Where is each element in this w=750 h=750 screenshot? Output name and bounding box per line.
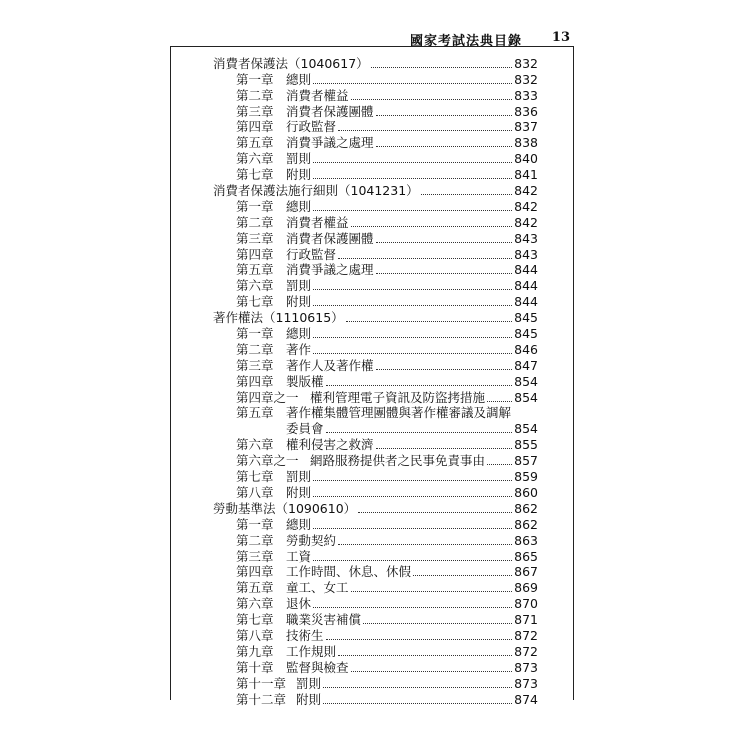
page-ref: 860 (514, 484, 538, 500)
toc-chapter-entry (213, 452, 538, 468)
page-ref: 844 (514, 278, 538, 294)
toc-chapter-entry (213, 277, 538, 293)
chapter-title: 製版權 (286, 373, 324, 389)
law-title: 著作權法（1110615） (213, 310, 344, 326)
chapter-number: 第一章 (236, 516, 274, 532)
chapter-title: 罰則 (286, 278, 312, 294)
chapter-title: 總則 (286, 326, 312, 342)
chapter-title: 工作時間、休息、休假 (286, 564, 412, 580)
page-ref: 869 (514, 580, 538, 596)
dot-leader (313, 480, 512, 481)
page-ref: 842 (514, 214, 538, 230)
dot-leader (351, 671, 513, 672)
chapter-title: 著作 (286, 341, 312, 357)
toc-chapter-entry (213, 468, 538, 484)
page-header (170, 28, 574, 48)
chapter-number: 第三章 (236, 103, 274, 119)
chapter-title: 消費爭議之處理 (286, 262, 374, 278)
chapter-number: 第六章 (236, 151, 274, 167)
chapter-number: 第五章 (236, 580, 274, 596)
chapter-number: 第十章 (236, 659, 274, 675)
dot-leader (363, 623, 512, 624)
dot-leader (313, 353, 512, 354)
dot-leader (326, 432, 513, 433)
toc-chapter-entry (213, 389, 538, 405)
page-ref: 862 (514, 500, 538, 516)
chapter-number: 第四章 (236, 564, 274, 580)
toc-chapter-entry (213, 341, 538, 357)
toc-chapter-entry (213, 103, 538, 119)
page-ref: 836 (514, 103, 538, 119)
toc-chapter-continuation (213, 420, 538, 436)
page-ref: 873 (514, 675, 538, 691)
dot-leader (358, 512, 512, 513)
chapter-number: 第八章 (236, 484, 274, 500)
toc-chapter-entry (213, 548, 538, 564)
chapter-number: 第三章 (236, 230, 274, 246)
dot-leader (313, 528, 512, 529)
chapter-title: 附則 (296, 691, 322, 707)
dot-leader (338, 655, 512, 656)
chapter-number: 第七章 (236, 469, 274, 485)
chapter-number: 第二章 (236, 532, 274, 548)
toc-chapter-entry (213, 564, 538, 580)
page-ref: 857 (514, 453, 538, 469)
dot-leader (313, 83, 512, 84)
dot-leader (376, 448, 513, 449)
chapter-title: 工作規則 (286, 643, 337, 659)
toc-chapter-entry (213, 325, 538, 341)
toc-law-entry (213, 182, 538, 198)
chapter-title: 著作人及著作權 (286, 357, 374, 373)
dot-leader (421, 194, 512, 195)
chapter-number: 第四章 (236, 373, 274, 389)
page-ref: 874 (514, 691, 538, 707)
chapter-number: 第十一章 (236, 675, 287, 691)
dot-leader (376, 369, 513, 370)
chapter-title: 總則 (286, 516, 312, 532)
law-title: 消費者保護法（1040617） (213, 55, 369, 71)
page-ref: 843 (514, 246, 538, 262)
chapter-title: 職業災害補償 (286, 612, 362, 628)
chapter-title: 附則 (286, 294, 312, 310)
toc-chapter-entry (213, 214, 538, 230)
chapter-title: 罰則 (286, 151, 312, 167)
page-ref: 841 (514, 167, 538, 183)
toc-chapter-entry (213, 659, 538, 675)
toc-chapter-entry (213, 71, 538, 87)
dot-leader (487, 464, 512, 465)
page-ref: 862 (514, 516, 538, 532)
page-ref: 847 (514, 357, 538, 373)
dot-leader (346, 321, 512, 322)
page-ref: 867 (514, 564, 538, 580)
page-ref: 844 (514, 262, 538, 278)
toc-chapter-entry (213, 262, 538, 278)
dot-leader (313, 496, 512, 497)
chapter-number: 第七章 (236, 294, 274, 310)
chapter-title: 技術生 (286, 627, 324, 643)
dot-leader (338, 130, 512, 131)
page-ref: 833 (514, 87, 538, 103)
chapter-number: 第十二章 (236, 691, 287, 707)
toc-chapter-entry (213, 532, 538, 548)
chapter-number: 第四章 (236, 119, 274, 135)
chapter-title: 行政監督 (286, 119, 337, 135)
chapter-number: 第一章 (236, 326, 274, 342)
chapter-title: 消費者權益 (286, 87, 349, 103)
chapter-title: 著作權集體管理團體與著作權審議及調解 (286, 405, 512, 421)
dot-leader (351, 226, 513, 227)
chapter-number: 第五章 (236, 135, 274, 151)
page-ref: 838 (514, 135, 538, 151)
chapter-number: 第一章 (236, 198, 274, 214)
chapter-number: 第二章 (236, 87, 274, 103)
dot-leader (338, 258, 512, 259)
chapter-number: 第一章 (236, 71, 274, 87)
page-ref: 843 (514, 230, 538, 246)
chapter-number: 第九章 (236, 643, 274, 659)
dot-leader (326, 385, 513, 386)
chapter-title: 消費爭議之處理 (286, 135, 374, 151)
chapter-title: 罰則 (286, 469, 312, 485)
dot-leader (313, 337, 512, 338)
page-ref: 837 (514, 119, 538, 135)
table-of-contents (213, 55, 538, 707)
chapter-title: 童工、女工 (286, 580, 349, 596)
chapter-title: 行政監督 (286, 246, 337, 262)
chapter-number: 第五章 (236, 405, 274, 421)
chapter-number: 第六章 (236, 278, 274, 294)
dot-leader (326, 639, 513, 640)
chapter-title: 監督與檢查 (286, 659, 349, 675)
dot-leader (371, 67, 512, 68)
chapter-number: 第四章 (236, 246, 274, 262)
page-ref: 832 (514, 55, 538, 71)
page-ref: 859 (514, 469, 538, 485)
toc-chapter-entry (213, 579, 538, 595)
chapter-number: 第二章 (236, 341, 274, 357)
chapter-number: 第六章 (236, 596, 274, 612)
page-ref: 872 (514, 627, 538, 643)
chapter-number: 第四章之一 (236, 389, 299, 405)
dot-leader (487, 401, 512, 402)
page-ref: 844 (514, 294, 538, 310)
toc-chapter-entry (213, 150, 538, 166)
chapter-title: 消費者權益 (286, 214, 349, 230)
toc-law-entry (213, 55, 538, 71)
chapter-number: 第五章 (236, 262, 274, 278)
dot-leader (376, 242, 513, 243)
toc-chapter-entry (213, 373, 538, 389)
dot-leader (376, 273, 513, 274)
page-number: 13 (551, 30, 570, 45)
chapter-title: 權利侵害之救濟 (286, 437, 374, 453)
dot-leader (323, 687, 512, 688)
toc-law-entry (213, 309, 538, 325)
page-ref: 842 (514, 183, 538, 199)
page-ref: 854 (514, 389, 538, 405)
chapter-number: 第三章 (236, 548, 274, 564)
dot-leader (313, 162, 512, 163)
law-title: 勞動基準法（1090610） (213, 500, 357, 516)
chapter-title-cont: 委員會 (286, 421, 324, 437)
chapter-number: 第六章 (236, 437, 274, 453)
page-ref: 872 (514, 643, 538, 659)
page-ref: 863 (514, 532, 538, 548)
toc-chapter-entry (213, 611, 538, 627)
toc-chapter-entry (213, 691, 538, 707)
page-ref: 855 (514, 437, 538, 453)
dot-leader (338, 544, 512, 545)
chapter-title: 退休 (286, 596, 312, 612)
toc-chapter-entry (213, 484, 538, 500)
dot-leader (413, 575, 512, 576)
toc-chapter-entry (213, 436, 538, 452)
page-ref: 845 (514, 326, 538, 342)
page-ref: 845 (514, 310, 538, 326)
chapter-title: 消費者保護團體 (286, 103, 374, 119)
toc-chapter-entry (213, 405, 538, 421)
page-ref: 854 (514, 421, 538, 437)
dot-leader (376, 115, 513, 116)
toc-chapter-entry (213, 119, 538, 135)
toc-chapter-entry (213, 198, 538, 214)
chapter-number: 第七章 (236, 612, 274, 628)
chapter-title: 工資 (286, 548, 312, 564)
page-ref: 842 (514, 198, 538, 214)
toc-chapter-entry (213, 166, 538, 182)
dot-leader (351, 99, 513, 100)
chapter-title: 勞動契約 (286, 532, 337, 548)
chapter-title: 權利管理電子資訊及防盜拷措施 (310, 389, 486, 405)
toc-chapter-entry (213, 643, 538, 659)
toc-chapter-entry (213, 675, 538, 691)
dot-leader (323, 703, 512, 704)
toc-chapter-entry (213, 627, 538, 643)
toc-chapter-entry (213, 516, 538, 532)
page-ref: 871 (514, 612, 538, 628)
chapter-title: 總則 (286, 198, 312, 214)
chapter-number: 第六章之一 (236, 453, 299, 469)
chapter-title: 附則 (286, 167, 312, 183)
page-ref: 846 (514, 341, 538, 357)
toc-chapter-entry (213, 293, 538, 309)
chapter-title: 罰則 (296, 675, 322, 691)
chapter-number: 第八章 (236, 627, 274, 643)
dot-leader (313, 607, 512, 608)
dot-leader (313, 210, 512, 211)
toc-chapter-entry (213, 230, 538, 246)
chapter-number: 第三章 (236, 357, 274, 373)
running-title: 國家考試法典目錄 (409, 34, 522, 49)
dot-leader (351, 591, 513, 592)
toc-chapter-entry (213, 134, 538, 150)
toc-chapter-entry (213, 595, 538, 611)
page-ref: 840 (514, 151, 538, 167)
page-ref: 873 (514, 659, 538, 675)
chapter-title: 消費者保護團體 (286, 230, 374, 246)
chapter-number: 第七章 (236, 167, 274, 183)
chapter-title: 網路服務提供者之民事免責事由 (310, 453, 486, 469)
dot-leader (313, 305, 512, 306)
dot-leader (376, 146, 513, 147)
dot-leader (313, 178, 512, 179)
toc-chapter-entry (213, 357, 538, 373)
dot-leader (313, 560, 512, 561)
page-ref: 832 (514, 71, 538, 87)
chapter-title: 總則 (286, 71, 312, 87)
page-ref: 870 (514, 596, 538, 612)
toc-chapter-entry (213, 87, 538, 103)
law-title: 消費者保護法施行細則（1041231） (213, 183, 419, 199)
page-ref: 854 (514, 373, 538, 389)
chapter-title: 附則 (286, 484, 312, 500)
page-ref: 865 (514, 548, 538, 564)
chapter-number: 第二章 (236, 214, 274, 230)
dot-leader (313, 289, 512, 290)
toc-law-entry (213, 500, 538, 516)
toc-chapter-entry (213, 246, 538, 262)
